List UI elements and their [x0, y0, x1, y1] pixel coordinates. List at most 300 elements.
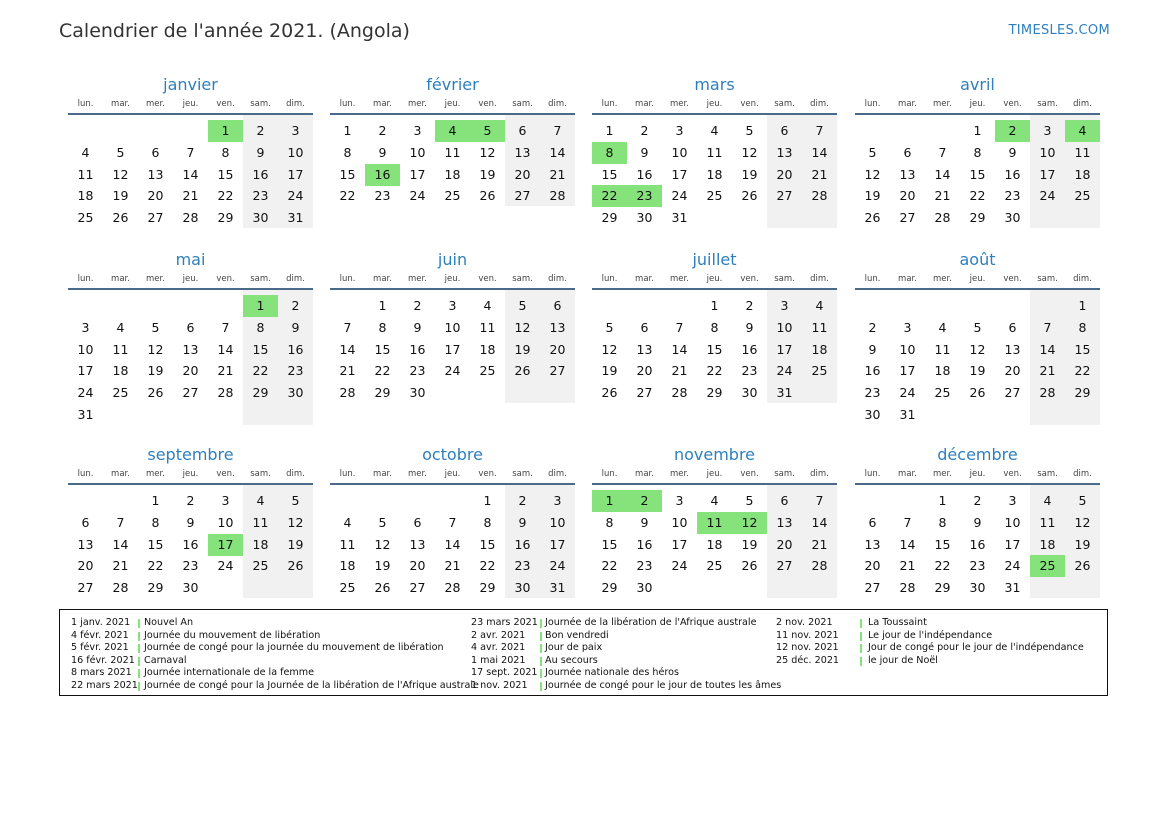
- calendar-day: 12: [112, 166, 129, 182]
- calendar-day: 13: [776, 514, 793, 530]
- calendar-day: 21: [899, 558, 916, 574]
- calendar-day: 14: [1039, 341, 1056, 357]
- calendar-day: 23: [741, 363, 758, 379]
- calendar-day: 18: [444, 166, 461, 182]
- calendar-day: 12: [1074, 514, 1091, 530]
- calendar-day: 21: [339, 363, 356, 379]
- calendar-day: 26: [741, 188, 758, 204]
- calendar-day: 6: [413, 514, 422, 530]
- calendar-day: 11: [252, 514, 269, 530]
- calendar-day: 6: [640, 319, 649, 335]
- calendar-day: 4: [815, 298, 824, 313]
- calendar-day: 17: [1039, 166, 1056, 182]
- calendar-day: 31: [1004, 580, 1021, 596]
- calendar-day: 19: [601, 363, 618, 379]
- calendar-day: 27: [77, 580, 94, 596]
- calendar-day: 24: [549, 558, 566, 574]
- calendar-day: 25: [112, 385, 129, 401]
- holiday-name: Nouvel An: [144, 617, 194, 628]
- calendar-day: 2: [973, 493, 982, 508]
- calendar-day: 15: [374, 341, 391, 357]
- calendar-day: 23: [969, 558, 986, 574]
- holiday-day: 1: [208, 120, 243, 142]
- weekday-label: mer.: [146, 274, 165, 284]
- calendar-day: 23: [374, 188, 391, 204]
- calendar-day: 6: [186, 319, 195, 335]
- holiday-date: 4 avr. 2021: [471, 642, 526, 654]
- calendar-day: 23: [409, 363, 426, 379]
- calendar-day: 22: [217, 188, 234, 204]
- holiday-date: 4 févr. 2021: [71, 629, 129, 641]
- calendar-day: 15: [1074, 341, 1091, 357]
- calendar-day: 30: [969, 580, 986, 596]
- weekday-label: mer.: [408, 99, 427, 109]
- holiday-date: 5 févr. 2021: [71, 642, 129, 654]
- calendar-day: 27: [182, 385, 199, 401]
- calendar-day: 2: [186, 493, 195, 508]
- weekday-label: jeu.: [706, 99, 723, 109]
- calendar-day: 1: [151, 493, 160, 508]
- weekday-label: ven.: [1003, 99, 1022, 109]
- calendar-day: 24: [287, 188, 304, 204]
- calendar-day: 20: [1004, 363, 1021, 379]
- calendar-day: 3: [675, 123, 684, 138]
- weekday-label: mar.: [898, 99, 917, 109]
- weekday-label: lun.: [864, 99, 881, 109]
- calendar-day: 10: [549, 514, 566, 530]
- calendar-day: 24: [671, 558, 688, 574]
- calendar-day: 5: [745, 123, 754, 138]
- holiday-day: 1: [592, 490, 627, 512]
- calendar-day: 27: [899, 210, 916, 226]
- month-name: juin: [437, 250, 468, 269]
- weekday-label: dim.: [548, 99, 567, 109]
- weekday-label: ven.: [1003, 274, 1022, 284]
- calendar-day: 18: [1039, 536, 1056, 552]
- calendar-day: 13: [147, 166, 164, 182]
- calendar-day: 27: [1004, 385, 1021, 401]
- month-header-rule: [68, 288, 313, 290]
- holiday-date: 22 mars 2021: [71, 680, 138, 691]
- calendar-day: 26: [479, 188, 496, 204]
- calendar-day: 27: [147, 210, 164, 226]
- holiday-name: Journée nationale des héros: [545, 667, 679, 679]
- calendar-day: 13: [514, 144, 531, 160]
- calendar-day: 24: [409, 188, 426, 204]
- holiday-marker: [540, 619, 542, 628]
- calendar-day: 25: [706, 558, 723, 574]
- weekday-label: jeu.: [969, 99, 986, 109]
- month-header-rule: [855, 113, 1100, 115]
- calendar-day: 14: [934, 166, 951, 182]
- month-name: février: [426, 75, 479, 94]
- calendar-day: 27: [776, 188, 793, 204]
- calendar-day: 27: [514, 188, 531, 204]
- calendar-day: 20: [776, 536, 793, 552]
- holiday-marker: [860, 657, 862, 666]
- calendar-day: 16: [514, 536, 531, 552]
- holiday-date: 2 nov. 2021: [776, 617, 833, 628]
- month-header-rule: [330, 113, 575, 115]
- calendar-day: 5: [378, 514, 387, 530]
- month-name: juillet: [692, 250, 737, 269]
- calendar-day: 28: [899, 580, 916, 596]
- calendar-day: 17: [1004, 536, 1021, 552]
- calendar-day: 22: [601, 558, 618, 574]
- weekday-label: mar.: [111, 99, 130, 109]
- calendar-day: 17: [899, 363, 916, 379]
- weekday-label: sam.: [1037, 274, 1058, 284]
- calendar-day: 13: [776, 144, 793, 160]
- weekday-label: lun.: [77, 99, 94, 109]
- calendar-day: 15: [969, 166, 986, 182]
- month-name: mai: [175, 250, 206, 269]
- page-title: Calendrier de l'année 2021. (Angola): [59, 20, 410, 42]
- weekday-label: ven.: [478, 274, 497, 284]
- calendar-day: 25: [1074, 188, 1091, 204]
- month-name: septembre: [147, 445, 234, 464]
- weekday-label: ven.: [740, 469, 759, 479]
- weekday-label: mar.: [111, 469, 130, 479]
- calendar-day: 20: [636, 363, 653, 379]
- calendar-day: 15: [706, 341, 723, 357]
- month-header-rule: [330, 288, 575, 290]
- holiday-day: 17: [208, 534, 243, 556]
- calendar-day: 19: [741, 166, 758, 182]
- holiday-name: Journée de congé pour la journée du mouvement de libération: [144, 642, 444, 654]
- calendar-day: 4: [710, 493, 719, 508]
- calendar-day: 28: [811, 188, 828, 204]
- weekday-label: jeu.: [706, 274, 723, 284]
- weekday-label: lun.: [601, 99, 618, 109]
- holiday-date: 16 févr. 2021: [71, 654, 135, 666]
- calendar-day: 7: [553, 123, 562, 138]
- calendar-day: 20: [899, 188, 916, 204]
- calendar-day: 17: [409, 166, 426, 182]
- holiday-day: 16: [365, 164, 400, 186]
- calendar-day: 28: [549, 188, 566, 204]
- calendar-day: 6: [868, 514, 877, 530]
- calendar-day: 19: [147, 363, 164, 379]
- calendar-day: 30: [1004, 210, 1021, 226]
- calendar-day: 4: [710, 123, 719, 138]
- calendar-day: 23: [1004, 188, 1021, 204]
- calendar-day: 30: [252, 210, 269, 226]
- calendar-day: 1: [378, 298, 387, 313]
- calendar-day: 25: [339, 580, 356, 596]
- calendar-day: 9: [1008, 144, 1017, 160]
- calendar-day: 29: [601, 210, 618, 226]
- calendar-day: 18: [77, 188, 94, 204]
- weekday-label: dim.: [286, 274, 305, 284]
- calendar-day: 3: [221, 493, 230, 508]
- calendar-day: 11: [112, 341, 129, 357]
- calendar-day: 26: [112, 210, 129, 226]
- month-name: août: [959, 250, 996, 269]
- calendar-day: 26: [374, 580, 391, 596]
- calendar-day: 29: [252, 385, 269, 401]
- calendar-day: 2: [378, 123, 387, 138]
- calendar-day: 21: [811, 536, 828, 552]
- calendar-day: 16: [409, 341, 426, 357]
- calendar-day: 10: [776, 319, 793, 335]
- calendar-day: 27: [864, 580, 881, 596]
- month-header-rule: [592, 113, 837, 115]
- calendar-day: 10: [217, 514, 234, 530]
- weekday-label: dim.: [810, 469, 829, 479]
- calendar-day: 3: [903, 319, 912, 335]
- calendar-day: 6: [151, 144, 160, 160]
- weekday-label: sam.: [1037, 99, 1058, 109]
- calendar-day: 24: [1004, 558, 1021, 574]
- calendar-day: 7: [675, 319, 684, 335]
- month-name: décembre: [937, 445, 1018, 464]
- calendar-day: 6: [518, 123, 527, 138]
- holiday-name: Jour de paix: [545, 642, 603, 654]
- calendar-day: 17: [671, 166, 688, 182]
- calendar-day: 5: [1078, 493, 1087, 508]
- calendar-day: 3: [1008, 493, 1017, 508]
- holiday-marker: [860, 619, 862, 628]
- calendar-day: 19: [741, 536, 758, 552]
- weekday-label: mer.: [408, 274, 427, 284]
- holiday-day: 1: [243, 295, 278, 317]
- calendar-day: 9: [640, 514, 649, 530]
- calendar-day: 24: [77, 385, 94, 401]
- weekday-label: sam.: [512, 469, 533, 479]
- calendar-day: 21: [934, 188, 951, 204]
- holiday-date: 1 nov. 2021: [471, 680, 528, 691]
- calendar-day: 2: [256, 123, 265, 138]
- calendar-day: 23: [252, 188, 269, 204]
- holiday-marker: [540, 669, 542, 678]
- weekday-label: dim.: [810, 274, 829, 284]
- calendar-day: 15: [601, 166, 618, 182]
- calendar-day: 8: [973, 144, 982, 160]
- weekday-label: lun.: [601, 274, 618, 284]
- calendar-day: 9: [413, 319, 422, 335]
- calendar-day: 22: [706, 363, 723, 379]
- calendar-day: 6: [1008, 319, 1017, 335]
- calendar-day: 24: [899, 385, 916, 401]
- calendar-day: 28: [112, 580, 129, 596]
- calendar-day: 29: [706, 385, 723, 401]
- calendar-day: 14: [339, 341, 356, 357]
- calendar-day: 30: [636, 580, 653, 596]
- holiday-name: Le jour de l'indépendance: [868, 629, 993, 641]
- weekday-label: jeu.: [444, 274, 461, 284]
- holiday-name: Journée de congé pour le jour de toutes les âmes: [545, 680, 782, 691]
- calendar-day: 11: [479, 319, 496, 335]
- calendar-day: 7: [448, 514, 457, 530]
- calendar-day: 19: [864, 188, 881, 204]
- calendar-day: 20: [549, 341, 566, 357]
- weekday-label: ven.: [740, 274, 759, 284]
- holiday-name: Journée de la libération de l'Afrique australe: [545, 617, 757, 628]
- calendar-day: 24: [671, 188, 688, 204]
- calendar-day: 2: [291, 298, 300, 313]
- weekday-label: mar.: [898, 274, 917, 284]
- calendar-day: 22: [1074, 363, 1091, 379]
- calendar-day: 6: [780, 493, 789, 508]
- month-header-rule: [592, 288, 837, 290]
- weekday-label: dim.: [1073, 469, 1092, 479]
- calendar-day: 23: [287, 363, 304, 379]
- calendar-day: 25: [706, 188, 723, 204]
- weekday-label: mar.: [373, 274, 392, 284]
- calendar-day: 7: [815, 123, 824, 138]
- calendar-day: 14: [899, 536, 916, 552]
- holiday-date: 1 mai 2021: [471, 654, 526, 666]
- holiday-day: 4: [1065, 120, 1100, 142]
- calendar-day: 29: [374, 385, 391, 401]
- calendar-day: 15: [339, 166, 356, 182]
- calendar-day: 2: [640, 123, 649, 138]
- calendar-day: 1: [605, 123, 614, 138]
- calendar-day: 8: [710, 319, 719, 335]
- calendar-day: 2: [745, 298, 754, 313]
- calendar-day: 8: [343, 144, 352, 160]
- calendar-day: 8: [151, 514, 160, 530]
- calendar-day: 12: [514, 319, 531, 335]
- holiday-date: 25 déc. 2021: [776, 654, 840, 666]
- calendar-day: 26: [1074, 558, 1091, 574]
- calendar-day: 13: [1004, 341, 1021, 357]
- calendar-day: 30: [409, 385, 426, 401]
- calendar-day: 25: [811, 363, 828, 379]
- weekday-label: sam.: [250, 99, 271, 109]
- calendar-day: 14: [811, 514, 828, 530]
- holiday-marker: [540, 632, 542, 641]
- site-link[interactable]: TIMESLES.COM: [1008, 23, 1110, 38]
- calendar-day: 8: [605, 514, 614, 530]
- calendar-day: 18: [934, 363, 951, 379]
- calendar-day: 27: [409, 580, 426, 596]
- calendar-day: 4: [938, 319, 947, 335]
- calendar-day: 16: [636, 536, 653, 552]
- calendar-day: 14: [671, 341, 688, 357]
- calendar-day: 12: [741, 144, 758, 160]
- calendar-day: 6: [553, 298, 562, 313]
- weekday-label: mar.: [635, 99, 654, 109]
- calendar-day: 6: [903, 144, 912, 160]
- weekday-label: jeu.: [182, 469, 199, 479]
- calendar-day: 20: [776, 166, 793, 182]
- calendar-day: 27: [636, 385, 653, 401]
- month-header-rule: [68, 113, 313, 115]
- weekday-label: jeu.: [444, 99, 461, 109]
- calendar-day: 16: [741, 341, 758, 357]
- calendar-day: 3: [291, 123, 300, 138]
- calendar-day: 12: [147, 341, 164, 357]
- calendar-day: 7: [221, 319, 230, 335]
- weekday-label: mar.: [898, 469, 917, 479]
- calendar-day: 5: [973, 319, 982, 335]
- calendar-day: 24: [444, 363, 461, 379]
- calendar-day: 5: [605, 319, 614, 335]
- calendar-day: 1: [483, 493, 492, 508]
- calendar-day: 2: [413, 298, 422, 313]
- holiday-name: Journée de congé pour la Journée de la libération de l'Afrique australe: [144, 680, 479, 691]
- calendar-day: 26: [514, 363, 531, 379]
- calendar-day: 30: [182, 580, 199, 596]
- calendar-day: 22: [252, 363, 269, 379]
- weekday-label: ven.: [216, 99, 235, 109]
- calendar-day: 13: [549, 319, 566, 335]
- weekday-label: mer.: [933, 99, 952, 109]
- calendar-day: 8: [1078, 319, 1087, 335]
- calendar-day: 18: [706, 166, 723, 182]
- holiday-day: 2: [627, 490, 662, 512]
- calendar-day: 15: [934, 536, 951, 552]
- calendar-day: 27: [549, 363, 566, 379]
- calendar-day: 20: [77, 558, 94, 574]
- month-name: avril: [960, 75, 995, 94]
- calendar-day: 14: [444, 536, 461, 552]
- month-name: novembre: [673, 445, 756, 464]
- holiday-name: Bon vendredi: [545, 629, 609, 641]
- calendar-day: 29: [934, 580, 951, 596]
- holiday-marker: [138, 632, 140, 641]
- calendar-day: 17: [776, 341, 793, 357]
- calendar-day: 20: [864, 558, 881, 574]
- holiday-marker: [540, 644, 542, 653]
- calendar-day: 26: [287, 558, 304, 574]
- calendar-day: 16: [252, 166, 269, 182]
- weekday-label: lun.: [339, 274, 356, 284]
- calendar-day: 2: [868, 319, 877, 335]
- calendar-day: 6: [780, 123, 789, 138]
- calendar-day: 19: [1074, 536, 1091, 552]
- calendar-day: 9: [256, 144, 265, 160]
- calendar-day: 17: [549, 536, 566, 552]
- calendar-day: 10: [1039, 144, 1056, 160]
- calendar-day: 8: [483, 514, 492, 530]
- weekday-label: mer.: [408, 469, 427, 479]
- calendar-day: 31: [899, 407, 916, 422]
- calendar-day: 12: [601, 341, 618, 357]
- calendar-day: 21: [182, 188, 199, 204]
- calendar-day: 17: [444, 341, 461, 357]
- weekday-label: jeu.: [182, 274, 199, 284]
- calendar-day: 16: [182, 536, 199, 552]
- calendar-day: 2: [518, 493, 527, 508]
- weekday-label: sam.: [774, 274, 795, 284]
- calendar-day: 29: [969, 210, 986, 226]
- calendar-day: 4: [343, 514, 352, 530]
- calendar-day: 24: [776, 363, 793, 379]
- weekday-label: ven.: [478, 99, 497, 109]
- calendar-day: 9: [640, 144, 649, 160]
- holiday-day: 4: [435, 120, 470, 142]
- holiday-marker: [138, 669, 140, 678]
- month-name: janvier: [163, 75, 218, 94]
- calendar-day: 19: [112, 188, 129, 204]
- calendar-day: 12: [969, 341, 986, 357]
- calendar-day: 13: [77, 536, 94, 552]
- calendar-day: 30: [514, 580, 531, 596]
- calendar-day: 20: [514, 166, 531, 182]
- calendar-day: 7: [938, 144, 947, 160]
- calendar-day: 31: [671, 210, 688, 226]
- holiday-legend: [59, 609, 1108, 696]
- calendar-day: 31: [549, 580, 566, 596]
- calendar-day: 28: [811, 558, 828, 574]
- calendar-day: 9: [378, 144, 387, 160]
- holiday-day: 25: [1030, 555, 1065, 577]
- calendar-day: 13: [864, 536, 881, 552]
- calendar-day: 21: [217, 363, 234, 379]
